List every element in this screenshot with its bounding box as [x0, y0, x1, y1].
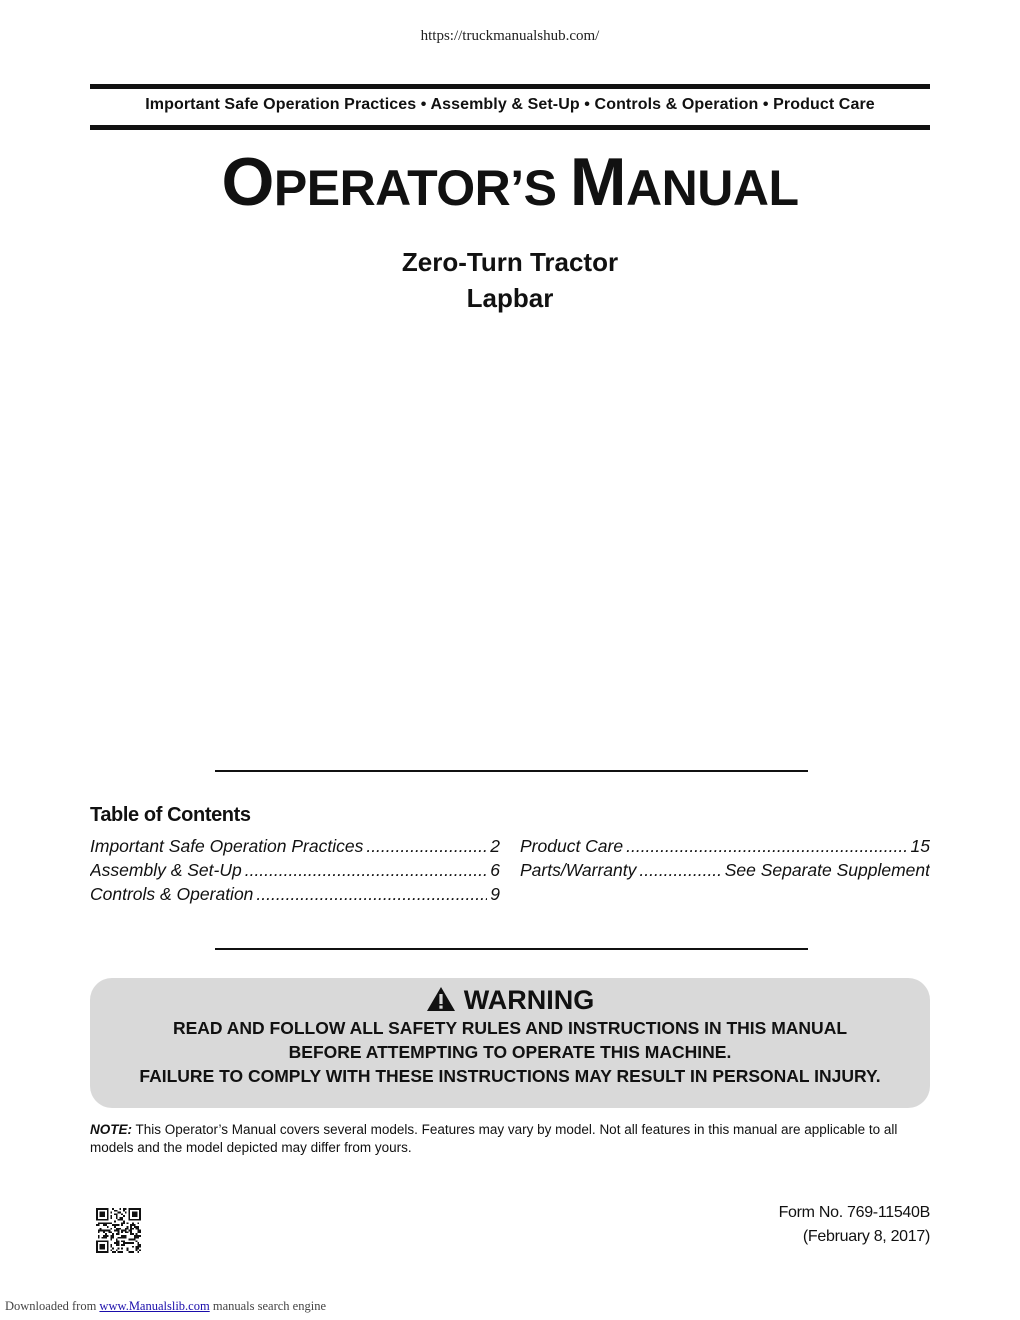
toc-leader [626, 834, 907, 858]
warning-line-2: BEFORE ATTEMPTING TO OPERATE THIS MACHINE. [288, 1042, 732, 1062]
toc-item-assembly[interactable] [90, 858, 500, 882]
qr-code-icon [96, 1208, 141, 1253]
subtitle-line2: Lapbar [466, 283, 554, 313]
toc-item-label: Product Care [520, 836, 624, 856]
toc-item-label: Controls & Operation [90, 884, 254, 904]
title-o-cap: O [221, 144, 274, 220]
title-o-rest: PERATOR’S [273, 160, 557, 216]
toc-leader [639, 858, 721, 882]
warning-triangle-icon [426, 986, 456, 1019]
toc-item-page: 9 [490, 884, 500, 904]
toc-item-safe-operation[interactable] [90, 834, 500, 858]
form-number: Form No. 769-11540B [778, 1204, 930, 1221]
toc-item-parts-warranty[interactable] [520, 858, 930, 882]
toc-item-page: 2 [490, 836, 500, 856]
topics-rule [90, 125, 930, 130]
toc-item-controls[interactable] [90, 882, 500, 906]
toc-leader [366, 834, 487, 858]
warning-title [0, 984, 1020, 1019]
form-info [779, 1201, 930, 1249]
subtitle-line1: Zero-Turn Tractor [401, 247, 619, 277]
note-text: This Operator’s Manual covers several models. Features may vary by model. Not all features in this manual are applicable to all models and the model depicted may differ from yours. [90, 1122, 898, 1155]
title-m-rest: ANUAL [626, 160, 799, 216]
warning-line-3: FAILURE TO COMPLY WITH THESE INSTRUCTIONS MAY RESULT IN PERSONAL INJURY. [139, 1066, 881, 1086]
toc-item-label: Parts/Warranty [520, 860, 637, 880]
toc-item-page: 15 [910, 836, 930, 856]
toc-leader [256, 882, 487, 906]
subtitle [0, 244, 1020, 316]
toc-item-label: Assembly & Set-Up [90, 860, 242, 880]
warning-label: WARNING [463, 985, 595, 1015]
toc-item-label: Important Safe Operation Practices [90, 836, 364, 856]
download-footer [5, 1299, 326, 1314]
toc-heading: Table of Contents [90, 804, 251, 826]
toc-item-page: 6 [490, 860, 500, 880]
title-m-cap: M [569, 144, 627, 220]
toc-leader [245, 858, 488, 882]
topics-bar: Important Safe Operation Practices • Assembly & Set-Up • Controls & Operation • Product Care [145, 96, 875, 113]
form-date: (February 8, 2017) [802, 1228, 930, 1245]
toc-item-page: See Separate Supplement [724, 860, 930, 880]
footer-link[interactable]: www.Manualslib.com [99, 1299, 210, 1313]
toc-item-product-care[interactable] [520, 834, 930, 858]
footer-suffix: manuals search engine [209, 1299, 326, 1313]
note-paragraph [90, 1121, 930, 1157]
source-url: https://truckmanualshub.com/ [420, 28, 600, 44]
divider-bottom [215, 948, 808, 950]
page-title [0, 142, 1020, 228]
divider-top [215, 770, 808, 772]
warning-line-1: READ AND FOLLOW ALL SAFETY RULES AND INSTRUCTIONS IN THIS MANUAL [172, 1018, 848, 1038]
footer-prefix: Downloaded from [5, 1299, 100, 1313]
note-label: NOTE: [90, 1122, 132, 1137]
top-rule [90, 84, 930, 89]
